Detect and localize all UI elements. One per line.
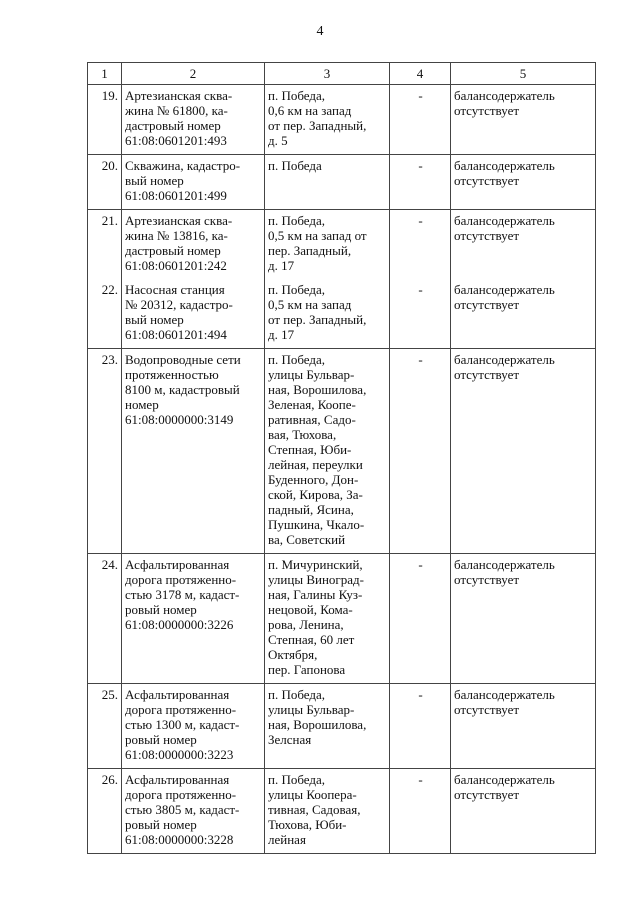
row-number: 23. bbox=[88, 349, 122, 554]
balance-holder: балансодержатель отсутствует bbox=[451, 349, 596, 554]
row-number: 21. bbox=[88, 210, 122, 280]
column-4-value: - bbox=[390, 155, 451, 210]
row-number: 26. bbox=[88, 769, 122, 854]
row-number: 20. bbox=[88, 155, 122, 210]
balance-holder: балансодержатель отсутствует bbox=[451, 684, 596, 769]
object-location: п. Победа, улицы Коопера- тивная, Садовая, Тюхова, Юби- лейная bbox=[265, 769, 390, 854]
object-name: Асфальтированная дорога протяженно- стью 3178 м, кадаст- ровый номер 61:08:0000000:3226 bbox=[122, 554, 265, 684]
object-name: Скважина, кадастро- вый номер 61:08:0601201:499 bbox=[122, 155, 265, 210]
table-row bbox=[88, 210, 596, 280]
object-name: Асфальтированная дорога протяженно- стью 1300 м, кадаст- ровый номер 61:08:0000000:3223 bbox=[122, 684, 265, 769]
table-header-row bbox=[88, 63, 596, 85]
table-row bbox=[88, 684, 596, 769]
object-name: Артезианская сква- жина № 61800, ка- дастровый номер 61:08:0601201:493 bbox=[122, 85, 265, 155]
column-header: 4 bbox=[390, 63, 451, 85]
column-4-value: - bbox=[390, 210, 451, 280]
row-number: 25. bbox=[88, 684, 122, 769]
page-number: 4 bbox=[316, 24, 324, 39]
column-header: 5 bbox=[451, 63, 596, 85]
column-4-value: - bbox=[390, 684, 451, 769]
balance-holder: балансодержатель отсутствует bbox=[451, 155, 596, 210]
balance-holder: балансодержатель отсутствует bbox=[451, 554, 596, 684]
column-header: 2 bbox=[122, 63, 265, 85]
table-row bbox=[88, 279, 596, 349]
column-4-value: - bbox=[390, 769, 451, 854]
table-row bbox=[88, 349, 596, 554]
balance-holder: балансодержатель отсутствует bbox=[451, 279, 596, 349]
table-row bbox=[88, 155, 596, 210]
table-row bbox=[88, 85, 596, 155]
object-location: п. Победа, 0,5 км на запад от пер. Западный, д. 17 bbox=[265, 279, 390, 349]
object-name: Артезианская сква- жина № 13816, ка- дастровый номер 61:08:0601201:242 bbox=[122, 210, 265, 280]
balance-holder: балансодержатель отсутствует bbox=[451, 85, 596, 155]
object-name: Насосная станция № 20312, кадастро- вый номер 61:08:0601201:494 bbox=[122, 279, 265, 349]
object-location: п. Победа, 0,5 км на запад от пер. Западный, д. 17 bbox=[265, 210, 390, 280]
balance-holder: балансодержатель отсутствует bbox=[451, 769, 596, 854]
object-location: п. Победа, улицы Бульвар- ная, Ворошилова, Зеленая, Коопе- ративная, Садо- вая, Тюхова, Степная, Юби- лейная, переулки Буденного, Дон- ской, Кирова, За- падный, Ясина, Пушкина, Чкало- ва, Советский bbox=[265, 349, 390, 554]
table-row bbox=[88, 554, 596, 684]
column-4-value: - bbox=[390, 279, 451, 349]
object-location: п. Победа, 0,6 км на запад от пер. Западный, д. 5 bbox=[265, 85, 390, 155]
object-location: п. Победа bbox=[265, 155, 390, 210]
object-name: Асфальтированная дорога протяженно- стью 3805 м, кадаст- ровый номер 61:08:0000000:3228 bbox=[122, 769, 265, 854]
object-location: п. Победа, улицы Бульвар- ная, Ворошилова, Зелсная bbox=[265, 684, 390, 769]
table-row bbox=[88, 769, 596, 854]
balance-holder: балансодержатель отсутствует bbox=[451, 210, 596, 280]
row-number: 19. bbox=[88, 85, 122, 155]
column-header: 1 bbox=[88, 63, 122, 85]
object-location: п. Мичуринский, улицы Виноград- ная, Галины Куз- нецовой, Кома- рова, Ленина, Степная, 60 лет Октября, пер. Гапонова bbox=[265, 554, 390, 684]
object-name: Водопроводные сети протяженностью 8100 м, кадастровый номер 61:08:0000000:3149 bbox=[122, 349, 265, 554]
column-4-value: - bbox=[390, 554, 451, 684]
column-4-value: - bbox=[390, 85, 451, 155]
row-number: 22. bbox=[88, 279, 122, 349]
property-table bbox=[87, 62, 596, 854]
column-header: 3 bbox=[265, 63, 390, 85]
column-4-value: - bbox=[390, 349, 451, 554]
row-number: 24. bbox=[88, 554, 122, 684]
